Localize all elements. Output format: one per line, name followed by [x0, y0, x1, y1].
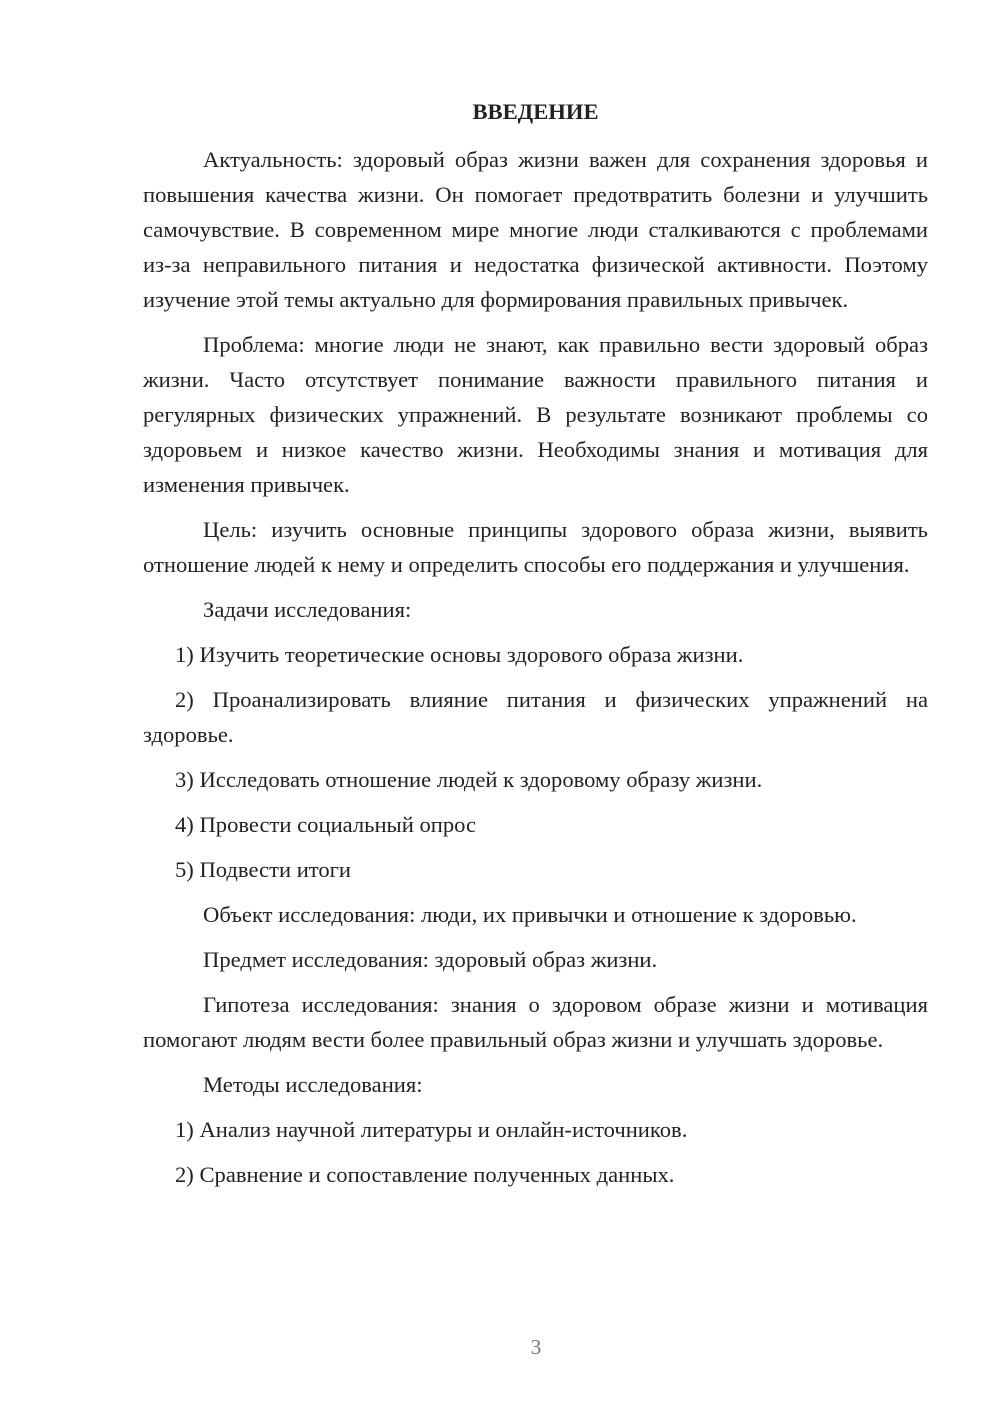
method-item-1: 1) Анализ научной литературы и онлайн-источников. [175, 1117, 688, 1142]
page-number: 3 [530, 1335, 542, 1359]
methods-heading: Методы исследования: [203, 1072, 423, 1097]
page-title: ВВЕДЕНИЕ [472, 99, 599, 124]
method-item-2: 2) Сравнение и сопоставление полученных данных. [175, 1162, 675, 1187]
tasks-heading: Задачи исследования: [203, 597, 412, 622]
task-item-4: 4) Провести социальный опрос [175, 812, 477, 837]
goal-paragraph: Цель: изучить основные принципы здорового образа жизни, выявить отношение людей к нему и определить способы его поддержания и улучшения. [143, 517, 928, 577]
task-item-1: 1) Изучить теоретические основы здорового образа жизни. [175, 642, 744, 667]
subject-paragraph: Предмет исследования: здоровый образ жизни. [203, 947, 658, 972]
task-item-5: 5) Подвести итоги [175, 857, 352, 882]
relevance-paragraph: Актуальность: здоровый образ жизни важен для сохранения здоровья и повышения качества жизни. Он помогает предотвратить болезни и улучшить самочувствие. В современном мире многие люди сталкиваются с проблемами из-за неправильного питания и недостатка физической активности. Поэтому изучение этой темы актуально для формирования правильных привычек. [143, 147, 928, 312]
hypothesis-paragraph: Гипотеза исследования: знания о здоровом образе жизни и мотивация помогают людям вести более правильный образ жизни и улучшать здоровье. [143, 992, 928, 1052]
document-body [143, 94, 928, 1202]
problem-paragraph: Проблема: многие люди не знают, как правильно вести здоровый образ жизни. Часто отсутствует понимание важности правильного питания и регулярных физических упражнений. В результате возникают проблемы со здоровьем и низкое качество жизни. Необходимы знания и мотивация для изменения привычек. [143, 332, 928, 497]
task-item-2: 2) Проанализировать влияние питания и физических упражнений на здоровье. [143, 687, 928, 747]
object-paragraph: Объект исследования: люди, их привычки и отношение к здоровью. [203, 902, 857, 927]
task-item-3: 3) Исследовать отношение людей к здоровому образу жизни. [175, 767, 763, 792]
